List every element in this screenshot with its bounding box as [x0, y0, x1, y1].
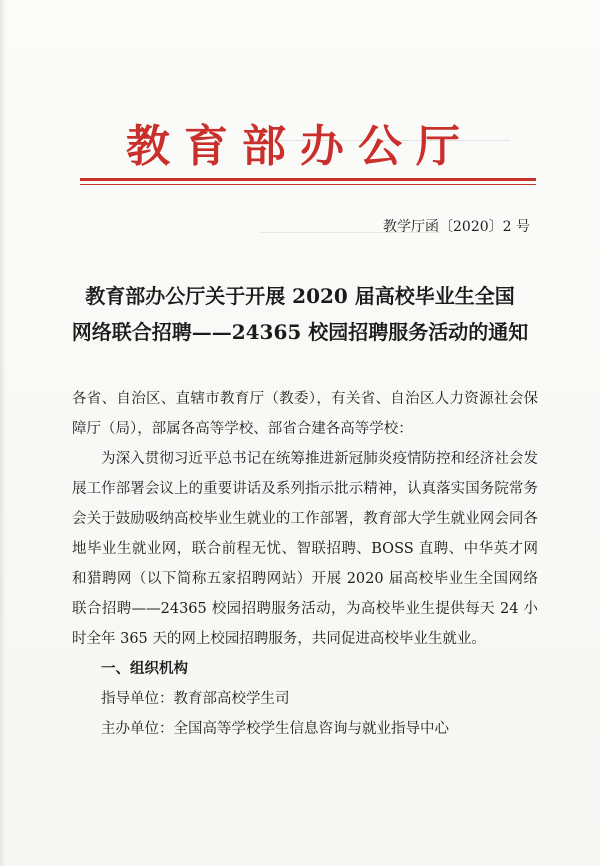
guidance-unit: 指导单位：教育部高校学生司: [101, 691, 290, 707]
notice-title: [40, 278, 560, 350]
section-heading: 一、组织机构: [101, 660, 188, 677]
recipients: 各省、自治区、直辖市教育厅（教委），有关省、自治区人力资源社会保障厅（局），部属各高等学校、部省合建各高等学校：: [72, 391, 538, 437]
masthead-title: 教育部办公厅: [126, 121, 474, 172]
title-line: 教育部办公厅关于开展 2020 届高校毕业生全国: [85, 284, 515, 308]
masthead-red-rule: [80, 178, 536, 181]
masthead-red-rule-thin: [80, 184, 536, 185]
title-line: 网络联合招聘——24365 校园招聘服务活动的通知: [71, 320, 529, 344]
paragraph: 为深入贯彻习近平总书记在统筹推进新冠肺炎疫情防控和经济社会发展工作部署会议上的重要讲话及系列指示批示精神，认真落实国务院常务会关于鼓励吸纳高校毕业生就业的工作部署，教育部大学生就业网会同各地毕业生就业网，联合前程无忧、智联招聘、BOSS 直聘、中华英才网和猎聘网（以下简称五家招聘网站）开展 2020 届高校毕业生全国网络联合招聘——24365 校园招聘服务活动，为高校毕业生提供每天 24 小时全年 365 天的网上校园招聘服务，共同促进高校毕业生就业。: [72, 451, 538, 647]
bleed-through-texture: [250, 180, 490, 191]
notice-body: [72, 384, 538, 744]
document-number: 教学厅函〔2020〕2 号: [383, 219, 530, 235]
host-unit: 主办单位：全国高等学校学生信息咨询与就业指导中心: [101, 721, 449, 737]
